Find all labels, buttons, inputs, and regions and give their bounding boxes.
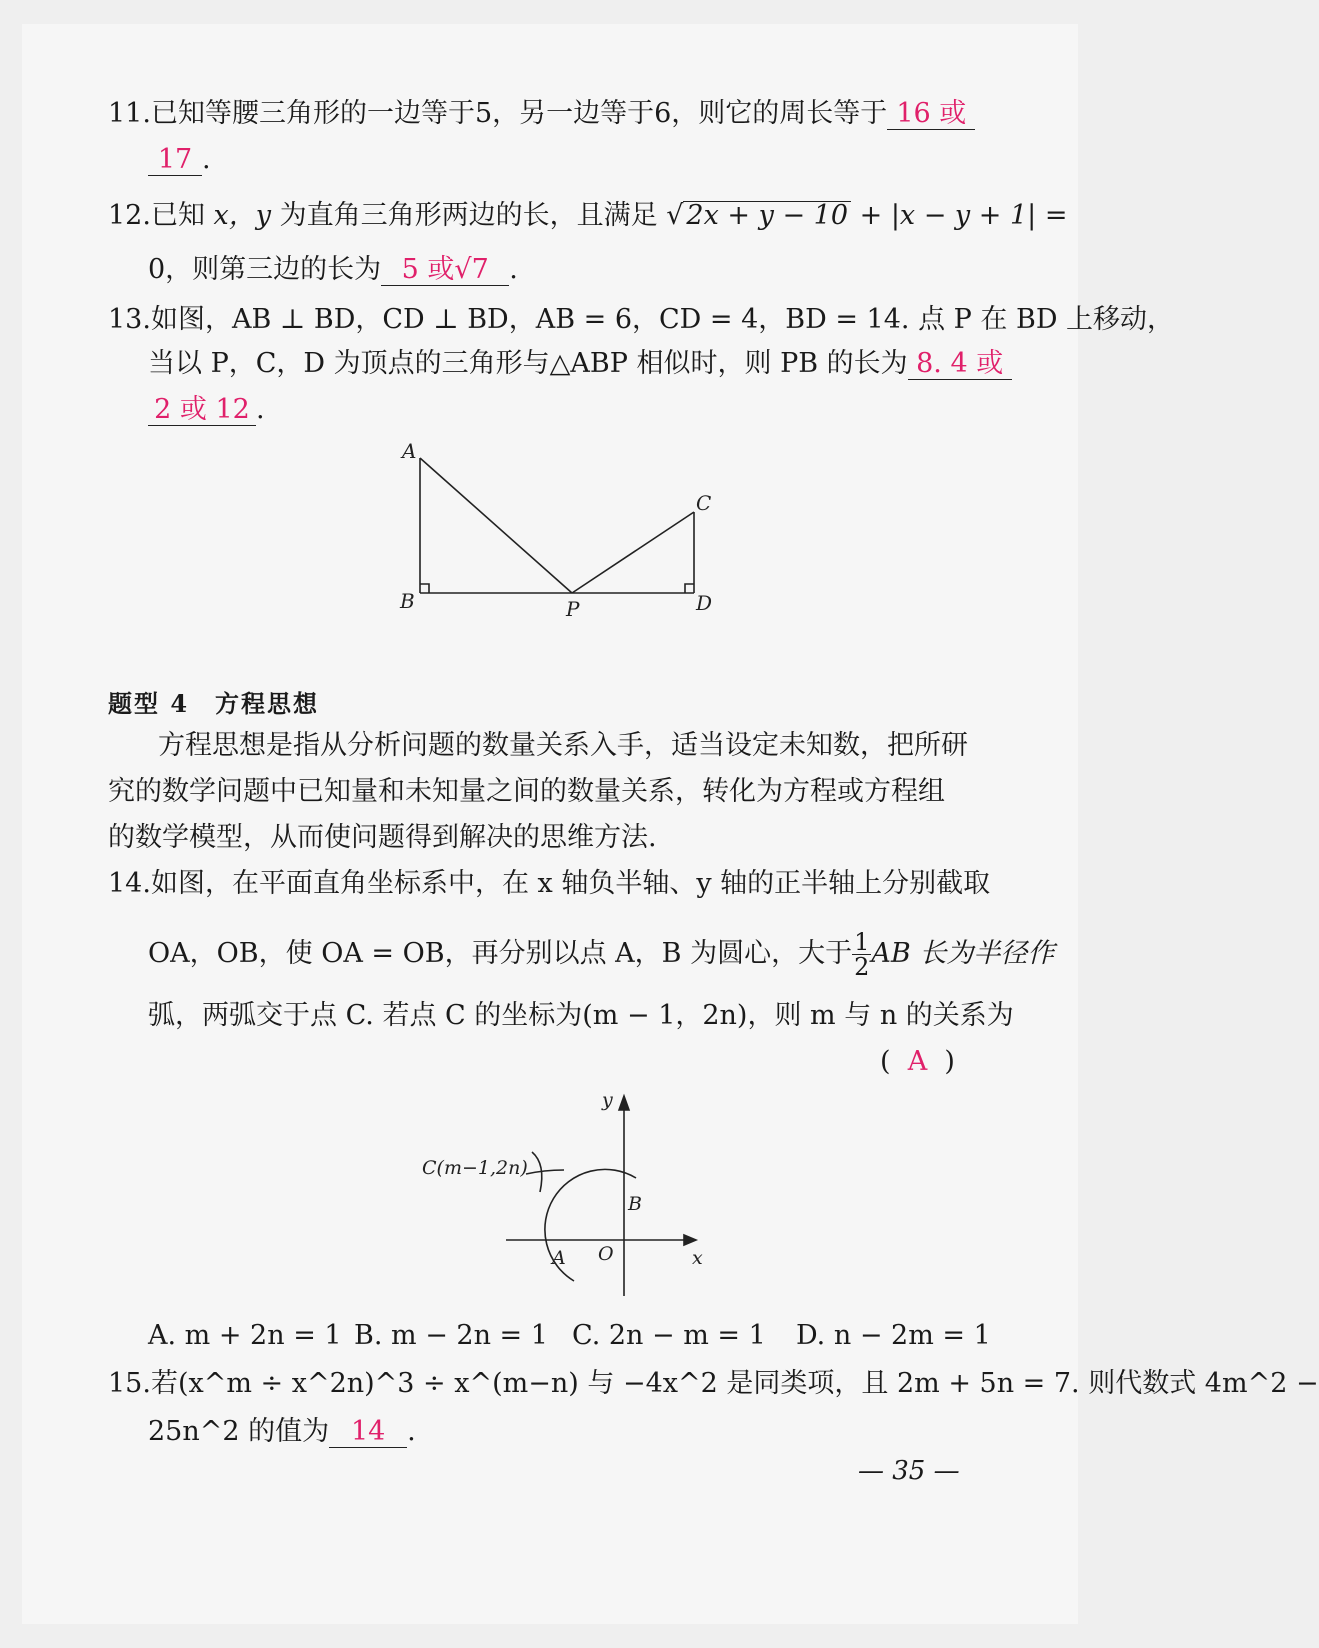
label-C: C: [696, 491, 712, 515]
q12-line2: [148, 252, 518, 288]
q12-vars: x，y: [213, 200, 272, 231]
q11-text: 已知等腰三角形的一边等于5，另一边等于6，则它的周长等于: [150, 98, 888, 129]
q14-line1-text: 如图，在平面直角坐标系中，在 x 轴负半轴、y 轴的正半轴上分别截取: [150, 868, 991, 899]
section-para-line1: 方程思想是指从分析问题的数量关系入手，适当设定未知数，把所研: [158, 730, 968, 761]
figure-triangles: [382, 434, 722, 634]
q12-line2-text: 0，则第三边的长为: [148, 254, 382, 285]
q14-line2b: AB 长为半径作: [871, 938, 1055, 969]
q14-line3: 弧，两弧交于点 C. 若点 C 的坐标为(m − 1，2n)，则 m 与 n 的关系为: [148, 1000, 1014, 1031]
q12-answer: 5 或√7: [381, 255, 509, 286]
q12-mid: 为直角三角形两边的长，且满足: [279, 200, 658, 231]
q13-line3: [148, 392, 265, 428]
q11-line1: [108, 96, 975, 132]
y-axis-arrow: [619, 1096, 629, 1110]
q15-number: 15.: [108, 1368, 151, 1399]
figure-coordinate: [422, 1086, 702, 1306]
label-y: y: [602, 1089, 613, 1111]
q13-line1: [108, 302, 1174, 338]
q14-fraction: [852, 930, 871, 979]
q13-period: .: [256, 394, 265, 425]
label-B: B: [400, 589, 415, 613]
q13-line2: [148, 346, 1012, 382]
q12-pre: 已知: [150, 200, 205, 231]
q15-line2: [148, 1414, 416, 1450]
q12-number: 12.: [108, 200, 151, 231]
option-a: A. m + 2n = 1: [148, 1320, 342, 1351]
q14-line1: [108, 866, 990, 902]
q14-line2a: OA，OB，使 OA = OB，再分别以点 A，B 为圆心，大于: [148, 938, 853, 969]
section-heading: 题型 4 方程思想: [108, 689, 320, 718]
right-angle-D: [685, 584, 694, 593]
option-b: B. m − 2n = 1: [354, 1320, 548, 1351]
q13-answer-part2: 2 或 12: [148, 395, 256, 426]
q15-line2-text: 25n^2 的值为: [148, 1416, 330, 1447]
q14-frac-den: 2: [854, 953, 870, 981]
section-para-line2: 究的数学问题中已知量和未知量之间的数量关系，转化为方程或方程组: [108, 776, 945, 807]
q15-line1-text: 若(x^m ÷ x^2n)^3 ÷ x^(m−n) 与 −4x^2 是同类项，且 2m + 5n = 7. 则代数式 4m^2 −: [150, 1368, 1319, 1399]
textbook-page: [22, 24, 1319, 1624]
q15-period: .: [407, 1416, 416, 1447]
q14-line2: [148, 930, 1054, 979]
label-C2: C(m−1,2n): [422, 1157, 528, 1179]
q14-paren-close: ): [944, 1046, 955, 1077]
page-number: — 35 —: [858, 1456, 960, 1486]
label-P: P: [566, 597, 580, 621]
q13-line1-text: 如图，AB ⊥ BD，CD ⊥ BD，AB = 6，CD = 4，BD = 14. 点 P 在 BD 上移动，: [150, 304, 1175, 335]
q13-line2-text: 当以 P，C，D 为顶点的三角形与△ABP 相似时，则 PB 的长为: [148, 348, 908, 379]
q13-answer-part1: 8. 4 或: [908, 349, 1012, 380]
x-axis-arrow: [684, 1235, 696, 1245]
q15-answer: 14: [329, 1417, 407, 1448]
q13-number: 13.: [108, 304, 151, 335]
q12-line1: 12.已知 x，y 为直角三角形两边的长，且满足 √ 2x + y − 10 + |x − y + 1| =: [108, 200, 1068, 231]
q15-line1: [108, 1366, 1319, 1402]
label-A: A: [402, 439, 417, 463]
option-c: C. 2n − m = 1: [572, 1320, 766, 1351]
q12-radical: 2x + y − 10: [683, 201, 851, 230]
q11-answer-part2: 17: [148, 145, 202, 176]
section-para-line3: 的数学模型，从而使问题得到解决的思维方法.: [108, 822, 657, 853]
right-angle-B: [420, 584, 429, 593]
label-x: x: [692, 1247, 703, 1269]
q11-period: .: [202, 144, 211, 175]
q14-paren-open: (: [880, 1046, 891, 1077]
segment-PC: [572, 512, 694, 593]
label-D: D: [696, 591, 713, 615]
q14-answer: A: [907, 1046, 928, 1077]
q14-number: 14.: [108, 868, 151, 899]
q11-line2: [148, 142, 211, 178]
option-d: D. n − 2m = 1: [796, 1320, 991, 1351]
arc-C-2: [526, 1170, 564, 1174]
q14-frac-num: 1: [854, 928, 870, 956]
segment-AP: [420, 458, 572, 593]
q12-period: .: [509, 254, 518, 285]
q12-abs: + |x − y + 1| =: [859, 200, 1068, 231]
label-O: O: [598, 1243, 614, 1265]
label-A2: A: [552, 1247, 566, 1269]
label-B2: B: [628, 1193, 642, 1215]
q14-answer-bracket: [880, 1044, 955, 1080]
q11-answer-part1: 16 或: [887, 99, 975, 130]
q11-number: 11.: [108, 98, 151, 129]
